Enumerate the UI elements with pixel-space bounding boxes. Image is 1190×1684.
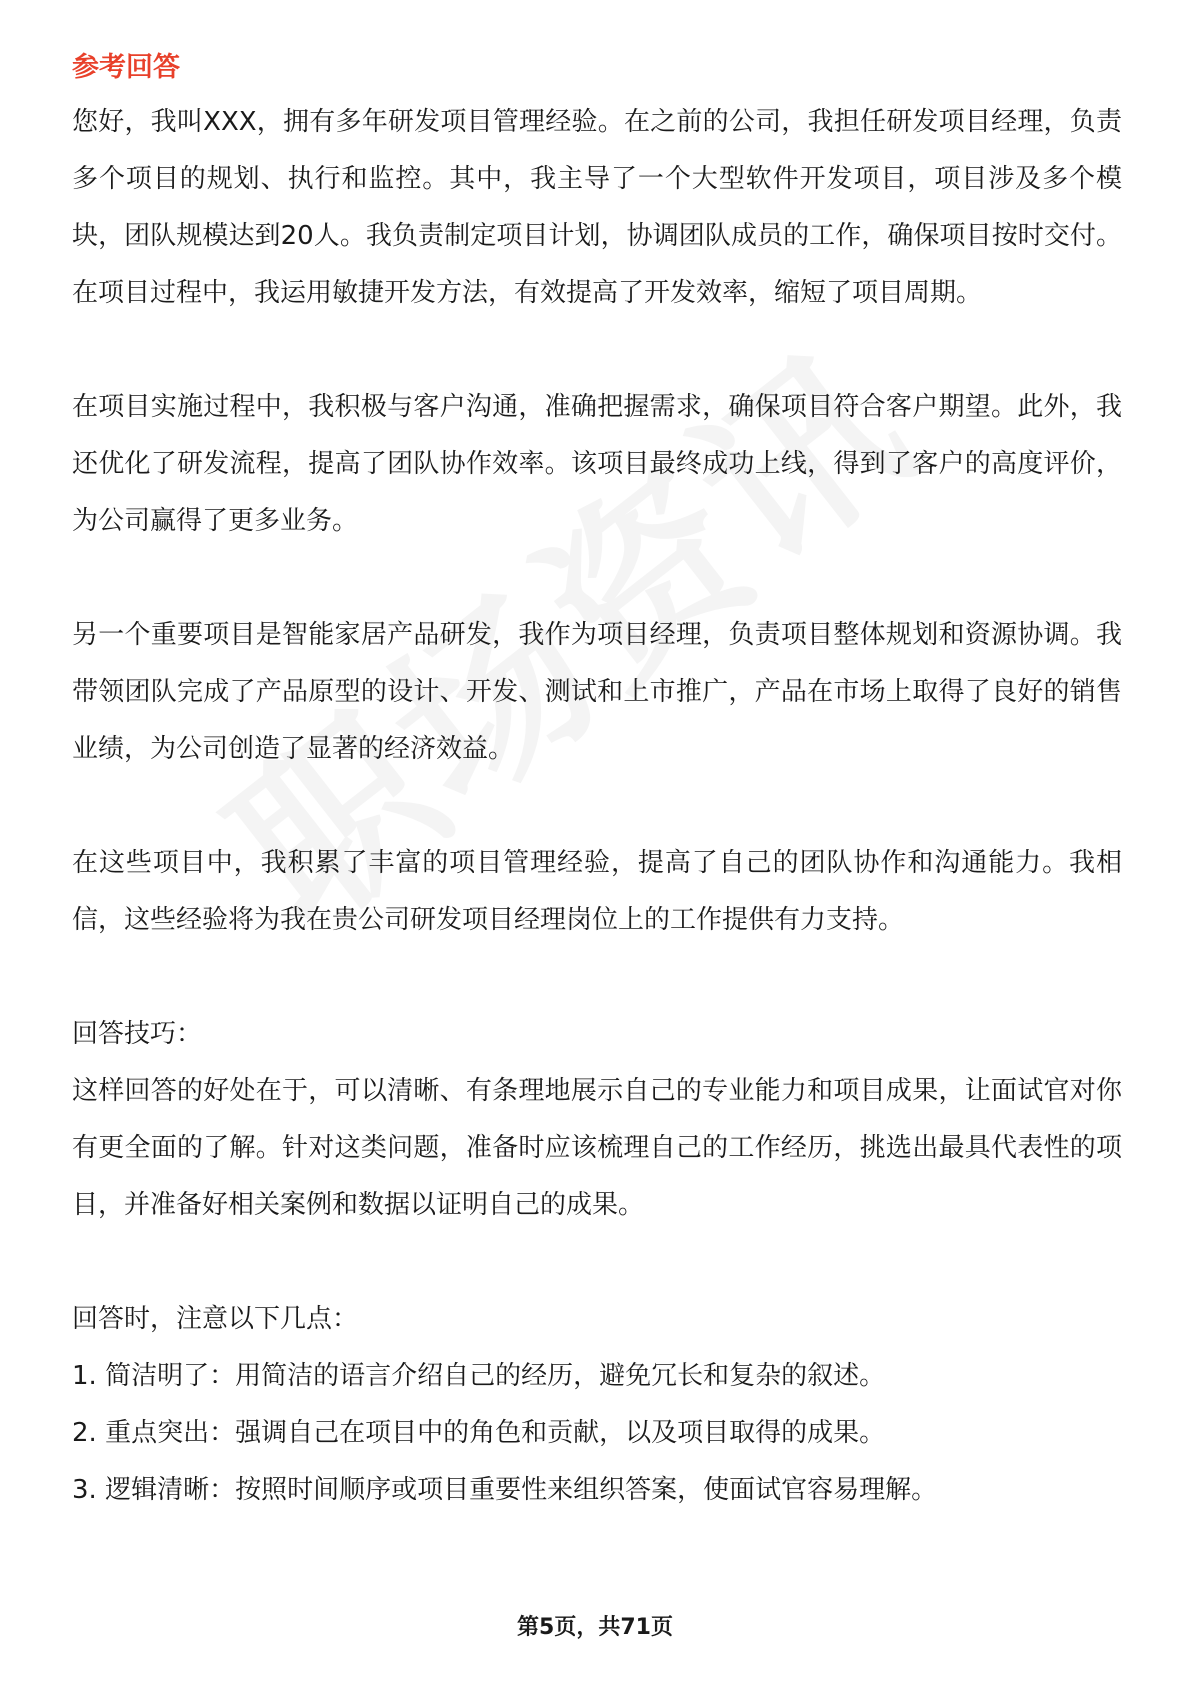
section-heading: 参考回答 bbox=[72, 52, 180, 83]
answer-paragraph-3: 另一个重要项目是智能家居产品研发，我作为项目经理，负责项目整体规划和资源协调。我带领团队完成了产品原型的设计、开发、测试和上市推广，产品在市场上取得了良好的销售业绩，为公司创造了显著的经济效益。 bbox=[72, 620, 1122, 764]
document-page bbox=[72, 48, 1122, 1519]
tips-heading: 回答技巧： bbox=[72, 1019, 203, 1049]
answer-paragraph-1: 您好，我叫XXX，拥有多年研发项目管理经验。在之前的公司，我担任研发项目经理，负责多个项目的规划、执行和监控。其中，我主导了一个大型软件开发项目，项目涉及多个模块，团队规模达到20人。我负责制定项目计划，协调团队成员的工作，确保项目按时交付。在项目过程中，我运用敏捷开发方法，有效提高了开发效率，缩短了项目周期。 bbox=[72, 107, 1122, 308]
paragraph-gap bbox=[72, 550, 1122, 607]
paragraph-gap bbox=[72, 322, 1122, 379]
answer-paragraph-2: 在项目实施过程中，我积极与客户沟通，准确把握需求，确保项目符合客户期望。此外，我还优化了研发流程，提高了团队协作效率。该项目最终成功上线，得到了客户的高度评价，为公司赢得了更多业务。 bbox=[72, 392, 1122, 536]
paragraph-gap bbox=[72, 778, 1122, 835]
paragraph-gap bbox=[72, 1234, 1122, 1291]
point-item-2: 2. 重点突出：强调自己在项目中的角色和贡献，以及项目取得的成果。 bbox=[72, 1418, 886, 1448]
answer-paragraph-4: 在这些项目中，我积累了丰富的项目管理经验，提高了自己的团队协作和沟通能力。我相信，这些经验将为我在贵公司研发项目经理岗位上的工作提供有力支持。 bbox=[72, 848, 1122, 935]
paragraph-gap bbox=[72, 949, 1122, 1006]
point-item-3: 3. 逻辑清晰：按照时间顺序或项目重要性来组织答案，使面试官容易理解。 bbox=[72, 1475, 938, 1505]
points-heading: 回答时，注意以下几点： bbox=[72, 1304, 359, 1334]
page-number-footer: 第5页，共71页 bbox=[517, 1615, 673, 1640]
point-item-1: 1. 简洁明了：用简洁的语言介绍自己的经历，避免冗长和复杂的叙述。 bbox=[72, 1361, 886, 1391]
tips-paragraph: 这样回答的好处在于，可以清晰、有条理地展示自己的专业能力和项目成果，让面试官对你有更全面的了解。针对这类问题，准备时应该梳理自己的工作经历，挑选出最具代表性的项目，并准备好相关案例和数据以证明自己的成果。 bbox=[72, 1076, 1122, 1220]
